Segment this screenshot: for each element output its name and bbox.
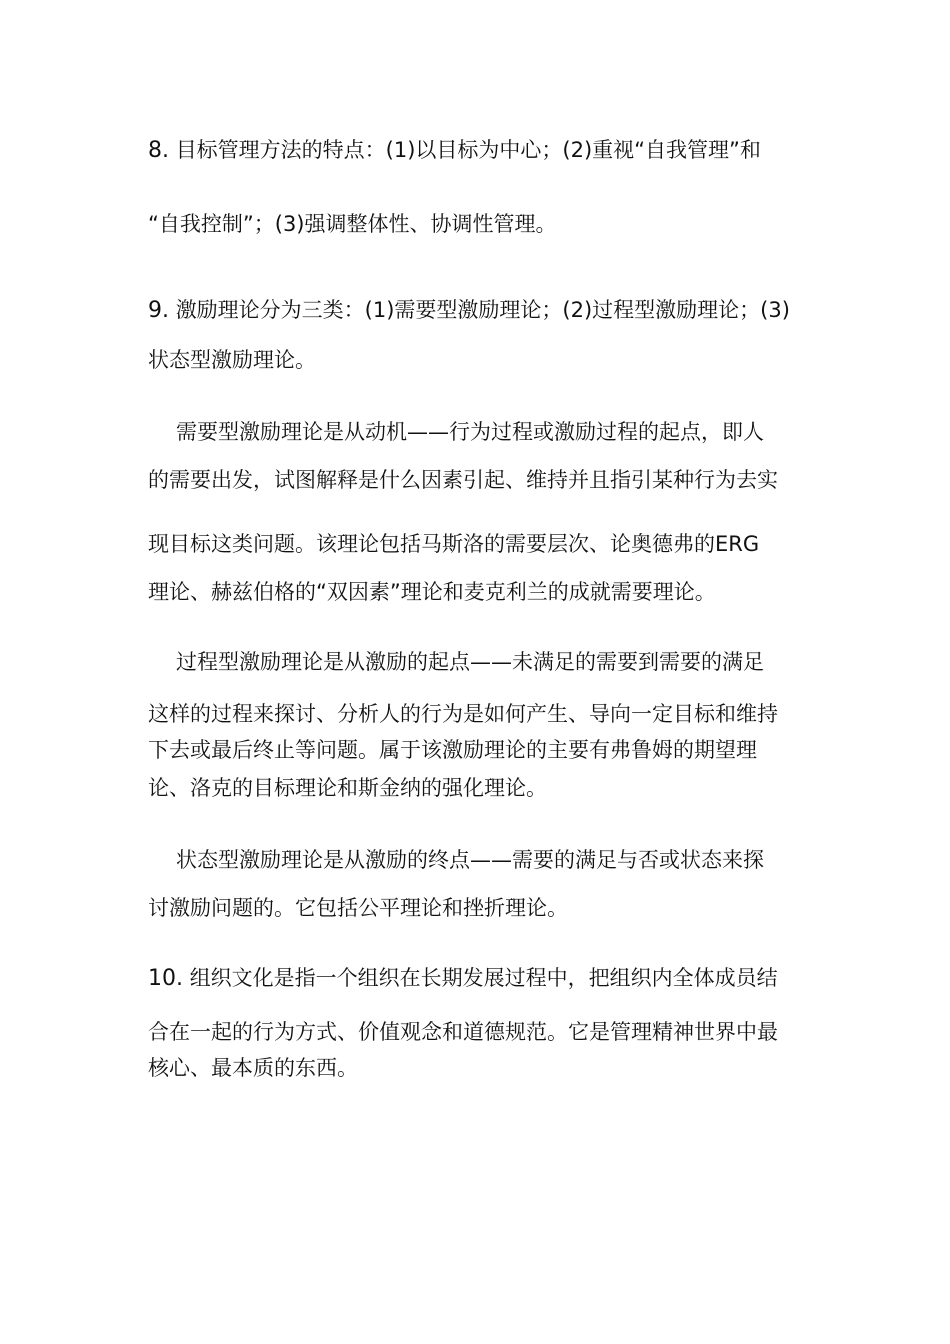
item-8-number: 8. [148, 138, 169, 163]
process-theory-line-1: 过程型激励理论是从激励的起点——未满足的需要到需要的满足 [176, 650, 764, 674]
item-8-text-line-1: 目标管理方法的特点：(1)以目标为中心；(2)重视“自我管理”和 [175, 138, 761, 162]
state-theory-line-2: 讨激励问题的。它包括公平理论和挫折理论。 [148, 896, 568, 920]
state-theory-line-1: 状态型激励理论是从激励的终点——需要的满足与否或状态来探 [176, 848, 764, 872]
process-theory-line-2: 这样的过程来探讨、分析人的行为是如何产生、导向一定目标和维持 [148, 702, 778, 726]
item-10-number: 10. [148, 966, 183, 991]
need-theory-line-2: 的需要出发，试图解释是什么因素引起、维持并且指引某种行为去实 [148, 468, 778, 492]
process-theory-line-4: 论、洛克的目标理论和斯金纳的强化理论。 [148, 776, 547, 800]
item-10-line-3: 核心、最本质的东西。 [148, 1056, 358, 1080]
need-theory-line-3: 现目标这类问题。该理论包括马斯洛的需要层次、论奥德弗的ERG [148, 532, 760, 556]
need-theory-line-1: 需要型激励理论是从动机——行为过程或激励过程的起点，即人 [176, 420, 764, 444]
item-8-line-2: “自我控制”；(3)强调整体性、协调性管理。 [148, 212, 557, 236]
item-10-text-line-1: 组织文化是指一个组织在长期发展过程中，把组织内全体成员结 [189, 966, 778, 990]
item-9-number: 9. [148, 298, 169, 323]
item-9-text-line-1: 激励理论分为三类：(1)需要型激励理论；(2)过程型激励理论；(3) [175, 298, 790, 322]
item-8-line-1 [148, 135, 761, 165]
item-10-line-2: 合在一起的行为方式、价值观念和道德规范。它是管理精神世界中最 [148, 1020, 778, 1044]
process-theory-line-3: 下去或最后终止等问题。属于该激励理论的主要有弗鲁姆的期望理 [148, 738, 757, 762]
item-9-line-1 [148, 295, 790, 325]
item-9-line-2: 状态型激励理论。 [148, 348, 316, 372]
item-10-line-1 [148, 963, 778, 993]
need-theory-line-4: 理论、赫兹伯格的“双因素”理论和麦克利兰的成就需要理论。 [148, 580, 716, 604]
